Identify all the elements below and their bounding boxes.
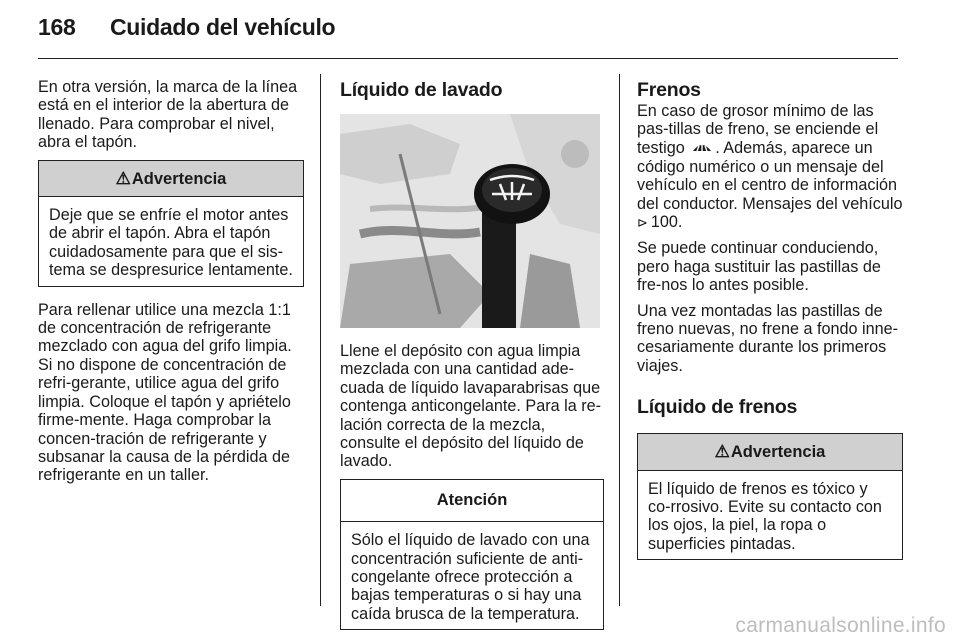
page-title: Cuidado del vehículo	[110, 14, 336, 40]
column-divider	[619, 74, 620, 606]
refill-paragraph: Para rellenar utilice una mezcla 1:1 de concentración de refrigerante mezclado con agua del grifo limpia. Si no dispone de concentración de refri-gerante, utilice agua del grifo limpia. Coloque el tapón y apriételo firme-mente. Haga comprobar la concen-tración de refrigerante y subsanar la causa de la pérdida de refrigerante en un taller.	[38, 300, 292, 485]
notice-box-header: Atención	[341, 480, 603, 522]
brake-pad-warning-icon	[691, 139, 713, 157]
header-rule	[38, 58, 898, 59]
page-number: 168	[38, 14, 76, 40]
column-2	[340, 78, 604, 644]
column-1	[38, 78, 304, 492]
washer-reservoir-photo	[340, 114, 600, 328]
warning-text: Deje que se enfríe el motor antes de abrir el tapón. Abra el tapón cuidadosamente para que el sis-tema se despresurice lentamente.	[49, 206, 293, 280]
brakes-paragraph-3: Una vez montadas las pastillas de freno nuevas, no frene a fondo inne-cesariamente durante los primeros viajes.	[637, 301, 898, 375]
column-divider	[320, 74, 321, 606]
brakes-paragraph-2: Se puede continuar conduciendo, pero haga sustituir las pastillas de fre-nos lo antes posible.	[637, 239, 881, 295]
notice-box	[340, 479, 604, 630]
brakes-paragraph-1: En caso de grosor mínimo de las pas-tillas de freno, se enciende el testigo . Además, aparece un código numérico o un mensaje del vehículo en el centro de información del conductor. Mensajes del vehículo ⊳ 100.	[637, 102, 903, 231]
section-heading-brakes: Frenos	[637, 79, 701, 101]
page-reference-icon: ⊳	[637, 214, 648, 230]
warning-box-header	[638, 434, 902, 470]
washer-fluid-paragraph: Llene el depósito con agua limpia mezclada con una cantidad ade-cuada de líquido lavaparabrisas que contenga anticongelante. Para la re-lación correcta de la mezcla, consulte el depósito del líquido de lavado.	[340, 342, 601, 471]
warning-box	[637, 433, 903, 560]
watermark: carmanualsonline.info	[735, 614, 946, 637]
warning-icon: ⚠	[714, 442, 730, 462]
page-header	[38, 14, 335, 41]
warning-title: Advertencia	[730, 443, 826, 462]
column-3	[637, 78, 903, 574]
warning-text: El líquido de frenos es tóxico y co-rrosivo. Evite su contacto con los ojos, la piel, la ropa o superficies pintadas.	[648, 479, 882, 553]
warning-title: Advertencia	[131, 169, 227, 188]
page-reference: 100.	[650, 212, 683, 231]
warning-box-header	[39, 161, 303, 197]
notice-text: Sólo el líquido de lavado con una concentración suficiente de anti-congelante ofrece protección a bajas temperaturas o si hay una caída brusca de la temperatura.	[351, 531, 590, 623]
intro-paragraph: En otra versión, la marca de la línea está en el interior de la abertura de llenado. Para comprobar el nivel, abra el tapón.	[38, 78, 298, 152]
warning-icon: ⚠	[115, 168, 131, 188]
warning-box	[38, 160, 304, 287]
section-heading-washer-fluid: Líquido de lavado	[340, 79, 503, 101]
section-heading-brake-fluid: Líquido de frenos	[637, 396, 798, 419]
